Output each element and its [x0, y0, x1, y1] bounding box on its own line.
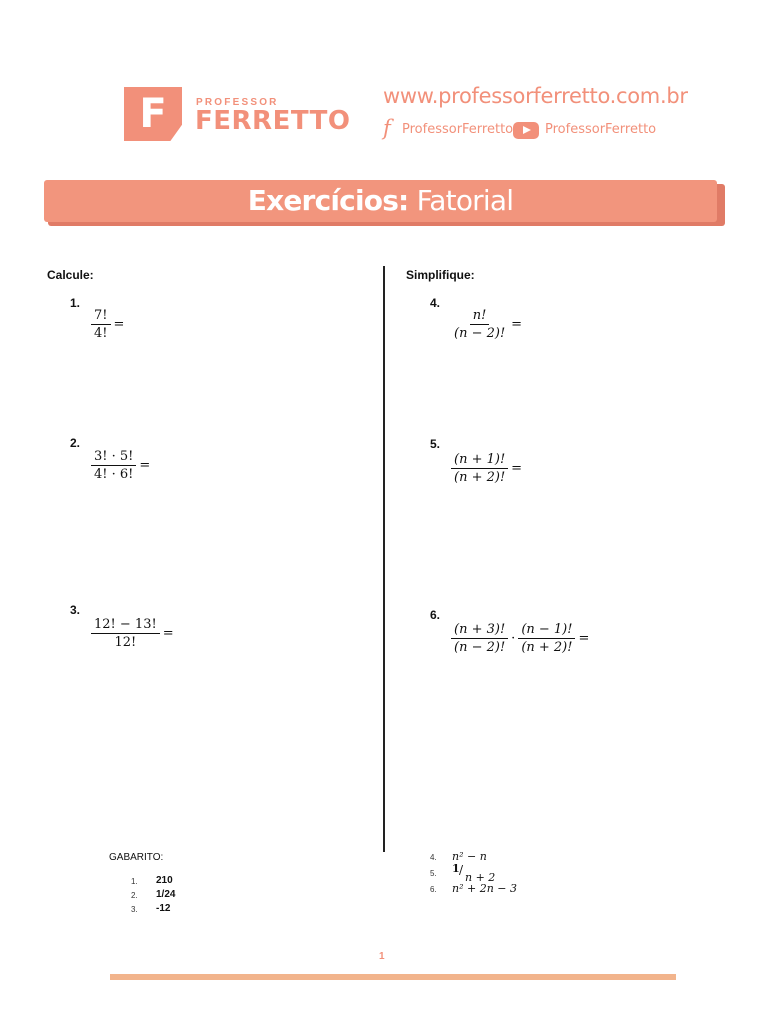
exercise-number: 3.: [70, 603, 81, 617]
equals-sign: =: [578, 631, 590, 646]
exercise-4-expression: [450, 308, 524, 341]
fraction-denominator: 4! · 6!: [94, 467, 134, 482]
fraction-denominator: (n − 2)!: [454, 326, 506, 341]
exercise-number: 4.: [430, 296, 441, 310]
fraction-numerator: (n + 3)!: [451, 622, 508, 639]
exercise-number: 5.: [430, 437, 441, 451]
slash-glyph: /: [459, 863, 464, 877]
page-number: 1: [379, 951, 385, 962]
title-bold: Exercícios:: [247, 184, 409, 217]
logo-letter: F: [139, 91, 167, 137]
website-link[interactable]: www.professorferretto.com.br: [383, 84, 688, 108]
fraction-denominator: (n + 2)!: [521, 640, 573, 655]
fraction-denominator: 4!: [94, 326, 108, 341]
section-simplifique: Simplifique:: [406, 268, 475, 282]
fraction-numerator: (n − 1)!: [518, 622, 575, 639]
answer-key-title: GABARITO:: [109, 852, 164, 863]
answer-value-denominator: n + 2: [465, 871, 496, 884]
exercise-number: 6.: [430, 608, 441, 622]
answer-index: 4.: [430, 853, 437, 862]
answer-index: 1.: [131, 877, 138, 886]
brand-small-text: PROFESSOR: [196, 97, 279, 108]
facebook-icon: f: [383, 116, 391, 140]
equals-sign: =: [511, 317, 523, 332]
exercise-1-expression: [90, 308, 126, 341]
fraction-denominator: 12!: [114, 635, 137, 650]
column-divider: [383, 266, 385, 852]
brand-name: FERRETTO: [195, 106, 351, 136]
fraction-denominator: (n + 2)!: [454, 470, 506, 485]
equals-sign: =: [139, 458, 151, 473]
fraction-denominator: (n − 2)!: [454, 640, 506, 655]
exercise-number: 1.: [70, 296, 81, 310]
answer-value: -12: [156, 903, 171, 914]
answer-index: 5.: [430, 869, 437, 878]
fraction-numerator: 7!: [91, 308, 111, 325]
youtube-icon: [513, 122, 539, 139]
exercise-5-expression: [450, 452, 524, 485]
answer-value: n² + 2n − 3: [452, 882, 517, 895]
equals-sign: =: [113, 317, 125, 332]
multiply-dot: ·: [511, 631, 516, 646]
facebook-handle[interactable]: ProfessorFerretto: [402, 122, 514, 137]
title-light: Fatorial: [408, 184, 514, 217]
youtube-handle[interactable]: ProfessorFerretto: [545, 122, 657, 137]
answer-index: 6.: [430, 885, 437, 894]
equals-sign: =: [511, 461, 523, 476]
section-calcule: Calcule:: [47, 268, 94, 282]
answer-value: 210: [156, 875, 173, 886]
exercise-number: 2.: [70, 436, 81, 450]
exercise-6-expression: [450, 622, 591, 655]
answer-value-numerator: 1: [452, 862, 460, 875]
equals-sign: =: [162, 626, 174, 641]
fraction-numerator: n!: [470, 308, 490, 325]
exercise-2-expression: [90, 449, 152, 482]
answer-index: 3.: [131, 905, 138, 914]
footer-bar: [110, 974, 676, 980]
fraction-numerator: (n + 1)!: [451, 452, 508, 469]
fraction-numerator: 3! · 5!: [91, 449, 136, 466]
page-title: [44, 180, 717, 222]
answer-value: 1/24: [156, 889, 176, 900]
answer-index: 2.: [131, 891, 138, 900]
answer-value: n² − n: [452, 850, 487, 863]
fraction-numerator: 12! − 13!: [91, 617, 160, 634]
exercise-3-expression: [90, 617, 176, 650]
